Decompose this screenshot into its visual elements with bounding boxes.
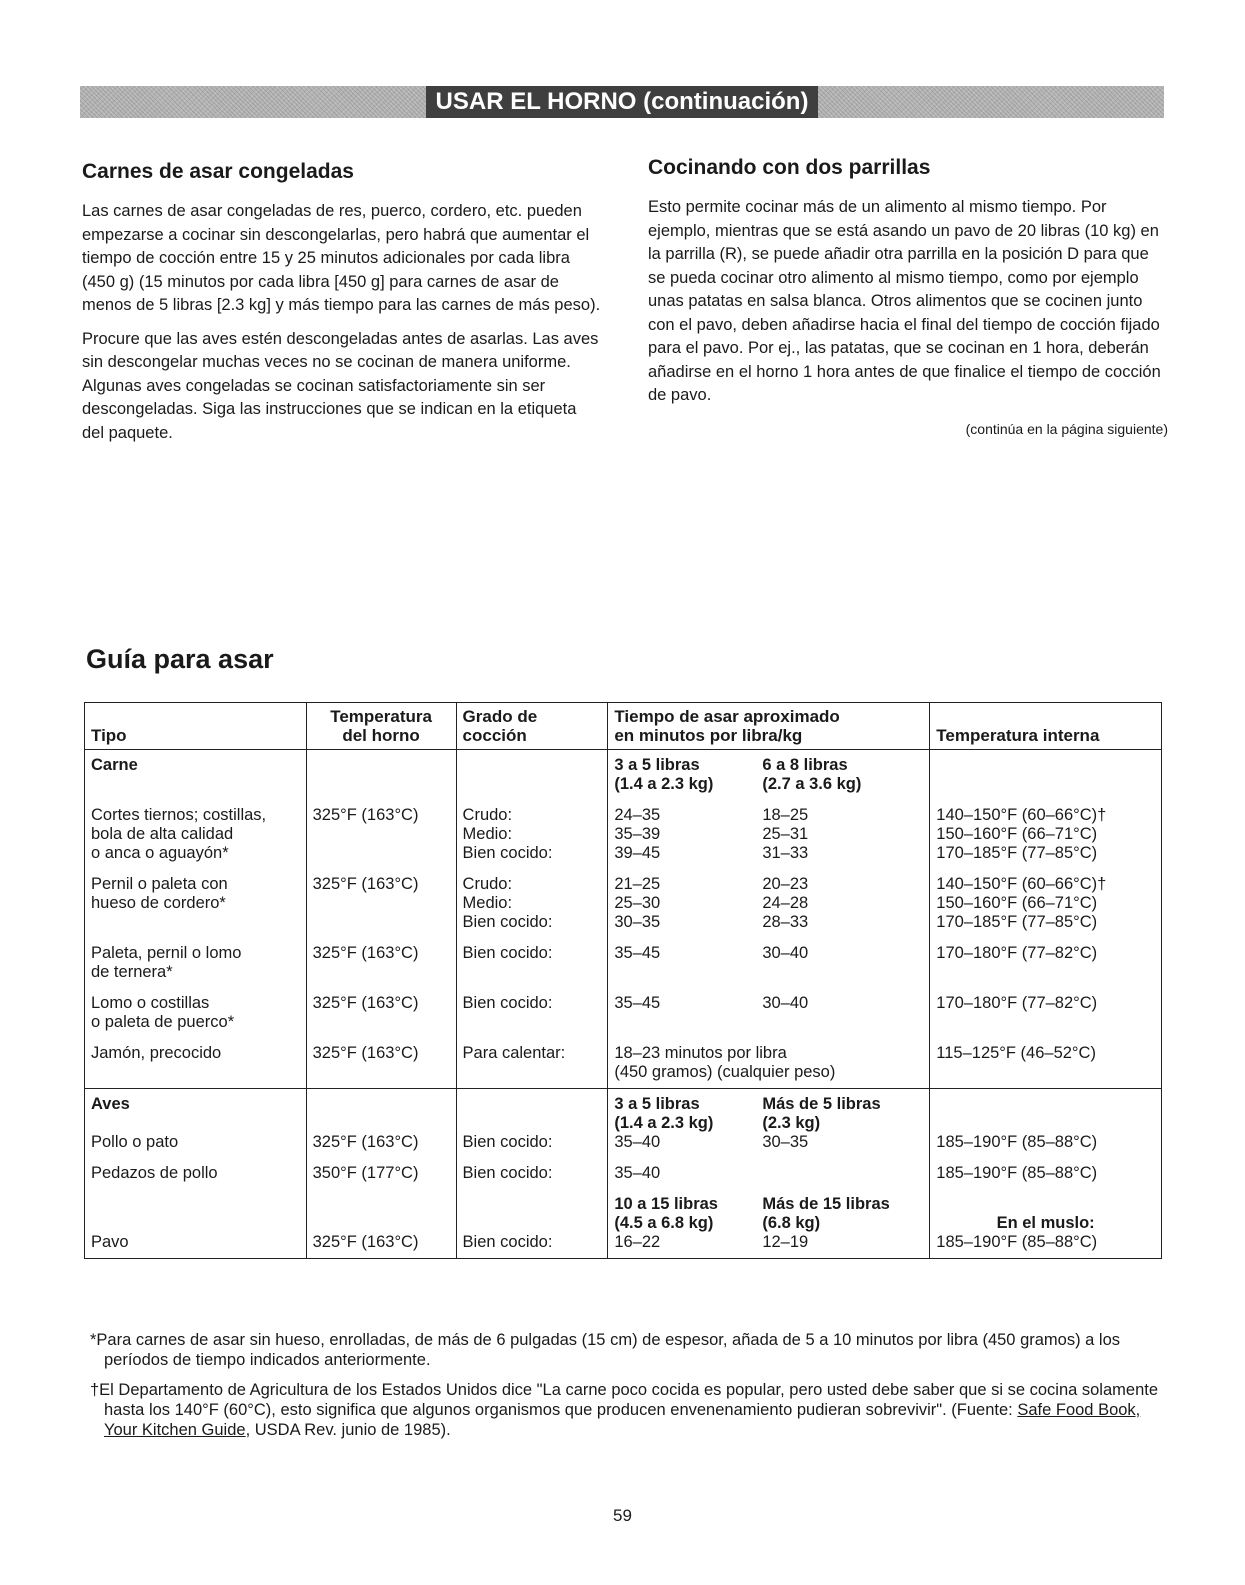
row-doneness: Para calentar: xyxy=(456,1032,608,1089)
empty-cell xyxy=(930,750,1162,795)
row-temp: 325°F (163°C) xyxy=(306,863,456,932)
row-times xyxy=(608,982,930,1032)
row-internal: 185–190°F (85–88°C) xyxy=(930,1133,1162,1152)
pavo-weight-1: 10 a 15 libras (4.5 a 6.8 kg) xyxy=(614,1195,718,1232)
row-internal: 170–180°F (77–82°C) xyxy=(930,982,1162,1032)
row-tipo: Lomo o costillas o paleta de puerco* xyxy=(85,982,307,1032)
group-row-aves xyxy=(85,1089,1162,1134)
empty-cell xyxy=(456,750,608,795)
row-doneness: Bien cocido: xyxy=(456,1183,608,1259)
row-tipo: Cortes tiernos; costillas, bola de alta calidad o anca o aguayón* xyxy=(85,794,307,863)
row-times xyxy=(608,863,930,932)
carne-weight-headers xyxy=(608,750,930,795)
row-tipo: Pernil o paleta con hueso de cordero* xyxy=(85,863,307,932)
row-time-1: 24–35 35–39 39–45 xyxy=(614,806,661,862)
footnote-dagger-end: , USDA Rev. junio de 1985). xyxy=(245,1421,451,1439)
row-doneness: Bien cocido: xyxy=(456,932,608,982)
continues-note: (continúa en la página siguiente) xyxy=(965,420,1168,437)
row-temp: 325°F (163°C) xyxy=(306,1032,456,1089)
table-row xyxy=(85,863,1162,932)
row-time-2: 18–25 25–31 31–33 xyxy=(762,806,809,862)
row-internal: 185–190°F (85–88°C) xyxy=(930,1152,1162,1183)
row-temp: 325°F (163°C) xyxy=(306,982,456,1032)
roasting-guide-title: Guía para asar xyxy=(86,644,274,674)
row-time-2: 30–35 xyxy=(762,1133,809,1151)
row-time-2: 30–40 xyxy=(762,994,809,1012)
row-temp: 350°F (177°C) xyxy=(306,1152,456,1183)
section-banner xyxy=(80,86,1164,118)
row-times xyxy=(608,932,930,982)
row-tipo: Jamón, precocido xyxy=(85,1032,307,1089)
group-label-carne: Carne xyxy=(85,750,307,795)
two-racks-heading: Cocinando con dos parrillas xyxy=(648,156,931,179)
row-time-2: 20–23 24–28 28–33 xyxy=(762,875,809,931)
row-internal: 185–190°F (85–88°C) xyxy=(936,1233,1098,1251)
table-row xyxy=(85,1032,1162,1089)
header-internal-temp: Temperatura interna xyxy=(930,703,1162,750)
aves-weight-headers xyxy=(608,1089,930,1134)
frozen-roasts-paragraph-2: Procure que las aves estén descongeladas antes de asarlas. Las aves sin descongelar muchas veces no se cocinan de manera uniforme. Algunas aves congeladas se cocinan satisfactoriamente sin ser descongeladas. Siga las instrucciones que se indican en la etiqueta del paquete. xyxy=(82,329,599,442)
row-internal: 140–150°F (60–66°C)† 150–160°F (66–71°C) 170–185°F (77–85°C) xyxy=(930,863,1162,932)
table-row xyxy=(85,932,1162,982)
empty-cell xyxy=(930,1089,1162,1134)
row-temp: 325°F (163°C) xyxy=(306,1133,456,1152)
table-row xyxy=(85,982,1162,1032)
table-row xyxy=(85,1152,1162,1183)
roasting-guide-table xyxy=(84,702,1162,1259)
frozen-roasts-heading: Carnes de asar congeladas xyxy=(82,160,354,183)
pavo-weight-2: Más de 15 libras (6.8 kg) xyxy=(762,1195,890,1232)
row-time-1: 35–45 xyxy=(614,944,661,962)
group-label-aves: Aves xyxy=(85,1089,307,1134)
pavo-internal xyxy=(930,1183,1162,1259)
pavo-times xyxy=(608,1183,930,1259)
header-tipo: Tipo xyxy=(85,703,307,750)
aves-weight-1: 3 a 5 libras (1.4 a 2.3 kg) xyxy=(614,1095,714,1132)
row-internal: 170–180°F (77–82°C) xyxy=(930,932,1162,982)
row-doneness: Crudo: Medio: Bien cocido: xyxy=(456,863,608,932)
header-roast-time: Tiempo de asar aproximado en minutos por libra/kg xyxy=(608,703,930,750)
row-doneness: Crudo: Medio: Bien cocido: xyxy=(456,794,608,863)
row-time-1: 21–25 25–30 30–35 xyxy=(614,875,661,931)
table-row xyxy=(85,794,1162,863)
row-time: 35–40 xyxy=(608,1152,930,1183)
row-temp: 325°F (163°C) xyxy=(306,794,456,863)
row-time-1: 35–45 xyxy=(614,994,661,1012)
footnote-dagger-text: †El Departamento de Agricultura de los Estados Unidos dice "La carne poco cocida es popular, pero usted debe saber que si se cocina solamente hasta los 140°F (60°C), esto significa que algunos organismos que producen envenenamiento pudieran sobrevivir". (Fuente: xyxy=(90,1381,1159,1419)
footnote-source-title: Safe Food Book, Your Kitchen Guide xyxy=(104,1401,1141,1439)
frozen-roasts-section xyxy=(82,158,602,455)
row-internal: 140–150°F (60–66°C)† 150–160°F (66–71°C) 170–185°F (77–85°C) xyxy=(930,794,1162,863)
two-racks-section xyxy=(648,154,1168,441)
row-doneness: Bien cocido: xyxy=(456,1152,608,1183)
table-header-row xyxy=(85,703,1162,750)
table-row xyxy=(85,1183,1162,1259)
row-tipo: Pavo xyxy=(85,1183,307,1259)
empty-cell xyxy=(306,1089,456,1134)
row-doneness: Bien cocido: xyxy=(456,1133,608,1152)
two-racks-paragraph: Esto permite cocinar más de un alimento al mismo tiempo. Por ejemplo, mientras que se está asando un pavo de 20 libras (10 kg) en la parrilla (R), se puede añadir otra parrilla en la posición D para que se pueda cocinar otro alimento al mismo tiempo, como por ejemplo unas patatas en salsa blanca. Otros alimentos que se cocinen junto con el pavo, deben añadirse hacia el final del tiempo de cocción fijado para el pavo. Por ej., las patatas, que se cocinan en 1 hora, deberán añadirse en el horno 1 hora antes de que finalice el tiempo de cocción de pavo. xyxy=(648,198,1161,404)
thigh-label: En el muslo: xyxy=(996,1214,1095,1232)
group-row-carne xyxy=(85,750,1162,795)
row-doneness: Bien cocido: xyxy=(456,982,608,1032)
row-times xyxy=(608,794,930,863)
empty-cell xyxy=(306,750,456,795)
page-number: 59 xyxy=(613,1506,632,1525)
header-doneness: Grado de cocción xyxy=(456,703,608,750)
footnotes xyxy=(90,1330,1170,1450)
footnote-star: *Para carnes de asar sin hueso, enrolladas, de más de 6 pulgadas (15 cm) de espesor, añada de 5 a 10 minutos por libra (450 gramos) a los períodos de tiempo indicados anteriormente. xyxy=(90,1331,1121,1369)
row-tipo: Paleta, pernil o lomo de ternera* xyxy=(85,932,307,982)
row-time-2: 30–40 xyxy=(762,944,809,962)
row-time-1: 16–22 xyxy=(614,1233,661,1251)
aves-weight-2: Más de 5 libras (2.3 kg) xyxy=(762,1095,881,1132)
row-tipo: Pedazos de pollo xyxy=(85,1152,307,1183)
banner-title: USAR EL HORNO (continuación) xyxy=(426,86,819,118)
row-tipo: Pollo o pato xyxy=(85,1133,307,1152)
row-time: 18–23 minutos por libra (450 gramos) (cualquier peso) xyxy=(608,1032,930,1089)
row-time-1: 35–40 xyxy=(614,1133,661,1151)
row-times xyxy=(608,1133,930,1152)
row-time-2: 12–19 xyxy=(762,1233,809,1251)
row-temp: 325°F (163°C) xyxy=(306,1183,456,1259)
carne-weight-1: 3 a 5 libras (1.4 a 2.3 kg) xyxy=(614,756,714,793)
table-row xyxy=(85,1133,1162,1152)
empty-cell xyxy=(456,1089,608,1134)
header-oven-temp: Temperatura del horno xyxy=(306,703,456,750)
frozen-roasts-paragraph-1: Las carnes de asar congeladas de res, puerco, cordero, etc. pueden empezarse a cocinar sin descongelarlas, pero habrá que aumentar el tiempo de cocción entre 15 y 25 minutos adicionales por cada libra (450 g) (15 minutos por cada libra [450 g] para carnes de asar de menos de 5 libras [2.3 kg] y más tiempo para las carnes de más peso). xyxy=(82,202,601,314)
carne-weight-2: 6 a 8 libras (2.7 a 3.6 kg) xyxy=(762,756,862,793)
row-internal: 115–125°F (46–52°C) xyxy=(930,1032,1162,1089)
footnote-dagger xyxy=(90,1380,1170,1440)
row-temp: 325°F (163°C) xyxy=(306,932,456,982)
